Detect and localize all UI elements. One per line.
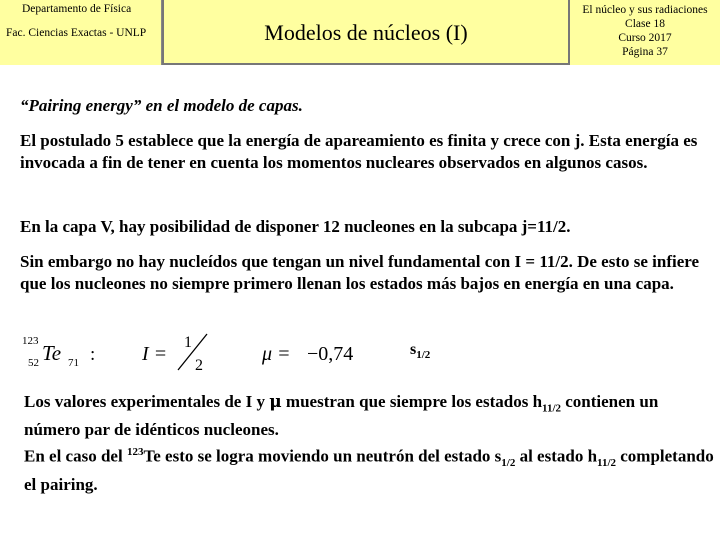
p4-part-a: Los valores experimentales de I y <box>24 392 270 411</box>
state-label <box>410 341 430 361</box>
state-sub: 1/2 <box>416 349 431 362</box>
p4-part-g: completando el pairing. <box>24 447 714 495</box>
magnetic-moment-label: μ = <box>262 343 291 365</box>
course-year: Curso 2017 <box>618 32 672 44</box>
course-name: El núcleo y sus radiaciones <box>582 4 708 16</box>
p4-part-b: muestran que siempre los estados h <box>281 392 543 411</box>
p4-part-d: En el caso del <box>24 447 127 467</box>
atomic-number: 52 <box>28 357 39 369</box>
paragraph-experimental <box>24 391 714 496</box>
header-right-panel <box>570 0 720 65</box>
neutron-number: 71 <box>68 357 79 369</box>
magnetic-moment-value: −0,74 <box>307 343 354 365</box>
h-state-sub-2: 11/2 <box>597 457 616 470</box>
s-state-sub: 1/2 <box>501 457 516 470</box>
mass-number: 123 <box>22 335 39 347</box>
faculty-label: Fac. Ciencias Exactas - UNLP <box>6 27 147 39</box>
state-base: s <box>410 341 417 358</box>
p4-part-e: Te esto se logra moviendo un neutrón del estado s <box>143 447 502 467</box>
element-symbol: Te <box>42 341 62 365</box>
department-label: Departamento de Física <box>22 3 132 15</box>
class-number: Clase 18 <box>625 18 665 30</box>
page-number: Página 37 <box>622 46 668 58</box>
paragraph-postulate: El postulado 5 establece que la energía de apareamiento es finita y crece con j. Esta energía es invocada a fin de tener en cuenta los momentos nucleares observados en algunos casos. <box>20 131 698 172</box>
header-title-panel <box>162 0 570 65</box>
mu-symbol: μ <box>269 392 282 412</box>
p4-part-c: contienen un número par de idénticos nucleones. <box>24 392 659 440</box>
p4-part-f: al estado h <box>515 447 598 467</box>
paragraph-shell-v: En la capa V, hay posibilidad de disponer 12 nucleones en la subcapa j=11/2. <box>20 217 571 236</box>
colon: : <box>90 344 96 365</box>
h-state-sub: 11/2 <box>542 402 561 415</box>
header-left-panel <box>0 0 162 65</box>
spin-numerator: 1 <box>184 334 192 351</box>
spin-denominator: 2 <box>195 357 203 372</box>
paragraph-no-nuclides: Sin embargo no hay nucleídos que tengan un nivel fundamental con I = 11/2. De esto se infiere que los nucleones no siempre primero llenan los estados más bajos en energía en una capa. <box>20 252 700 293</box>
mass-sup: 123 <box>126 446 144 459</box>
page-title: Modelos de núcleos (I) <box>264 20 468 45</box>
te-formula <box>22 330 382 372</box>
spin-label: I = <box>142 343 168 365</box>
section-subtitle: “Pairing energy” en el modelo de capas. <box>20 96 303 115</box>
